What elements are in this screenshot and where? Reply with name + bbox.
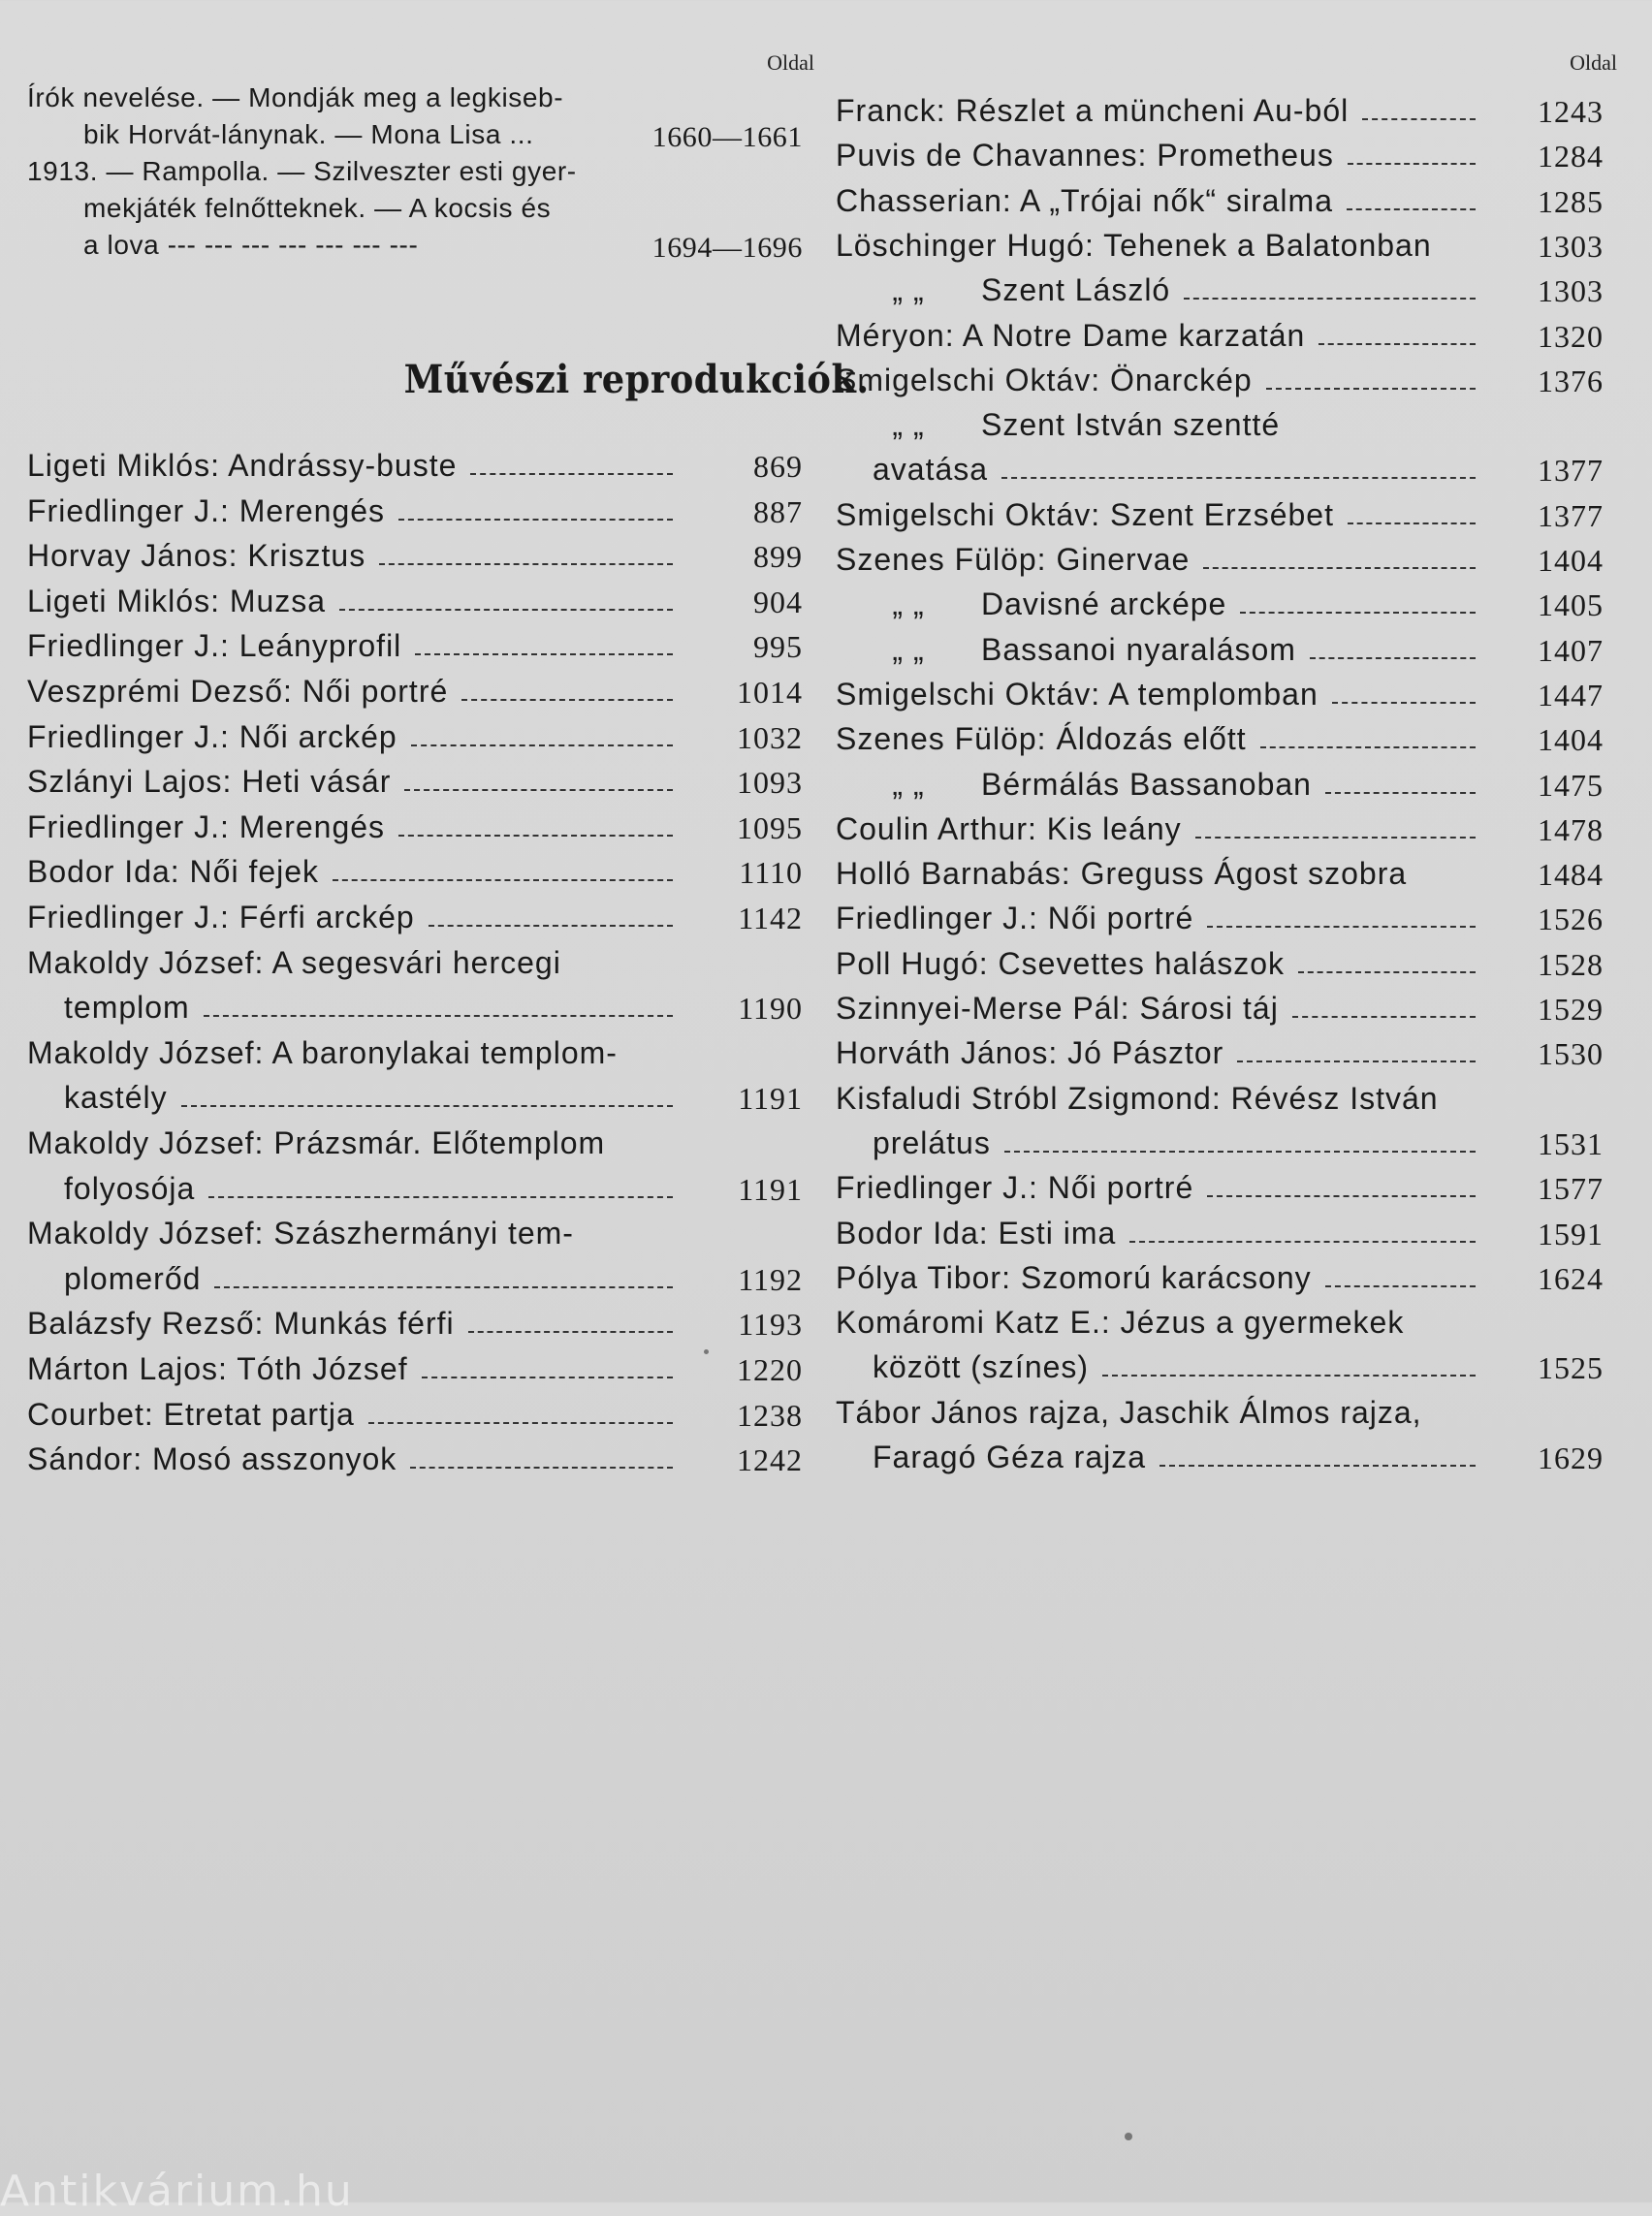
leader-dashes bbox=[1362, 118, 1476, 120]
entry-page-number: 1484 bbox=[1538, 857, 1604, 893]
leader-dashes bbox=[470, 473, 673, 475]
entry-page-number: 1404 bbox=[1538, 722, 1604, 758]
entry-label: Veszprémi Dezső: Női portré bbox=[27, 674, 449, 709]
index-entry bbox=[836, 807, 1604, 853]
entry-page-number: 904 bbox=[753, 584, 803, 619]
entry-page-number: 869 bbox=[753, 449, 803, 484]
prose-page-number: 1694—1696 bbox=[651, 232, 803, 264]
entry-label: Friedlinger J.: Merengés bbox=[27, 808, 386, 844]
index-entry bbox=[27, 1076, 803, 1122]
index-entry bbox=[27, 1212, 803, 1257]
index-entry bbox=[836, 314, 1604, 360]
leader-dashes bbox=[1348, 163, 1476, 165]
entry-page-number: 1220 bbox=[737, 1352, 803, 1387]
entry-page-number: 1191 bbox=[738, 1081, 803, 1117]
index-entry bbox=[836, 763, 1604, 808]
ditto-mark: „ „ bbox=[892, 586, 925, 622]
index-entry bbox=[27, 715, 803, 761]
section-title: Művészi reprodukciók. bbox=[403, 357, 870, 402]
entry-label: Bassanoi nyaralásom bbox=[981, 631, 1296, 667]
index-entry bbox=[27, 1438, 803, 1483]
entry-label: Szinnyei-Merse Pál: Sárosi táj bbox=[836, 991, 1279, 1026]
paper-speck bbox=[704, 1349, 709, 1354]
index-entry bbox=[836, 403, 1604, 449]
index-entry bbox=[836, 897, 1604, 942]
entry-page-number: 1093 bbox=[737, 765, 803, 801]
entry-label: plomerőd bbox=[64, 1260, 202, 1296]
entry-label: Márton Lajos: Tóth József bbox=[27, 1351, 408, 1386]
index-entry bbox=[27, 490, 803, 535]
leader-dashes bbox=[398, 835, 673, 837]
entry-label: prelátus bbox=[873, 1124, 991, 1160]
entry-page-number: 1303 bbox=[1538, 228, 1604, 264]
leader-dashes bbox=[1298, 971, 1476, 973]
ditto-mark: „ „ bbox=[892, 766, 925, 802]
index-entry bbox=[27, 444, 803, 490]
index-entry bbox=[27, 1122, 803, 1167]
entry-label: Tábor János rajza, Jaschik Álmos rajza, bbox=[836, 1394, 1422, 1430]
entry-page-number: 1376 bbox=[1538, 363, 1604, 398]
entry-label: Makoldy József: A segesvári hercegi bbox=[27, 944, 561, 980]
leader-dashes bbox=[461, 699, 673, 701]
entry-label: Friedlinger J.: Női portré bbox=[836, 1170, 1194, 1206]
leader-dashes bbox=[1310, 657, 1476, 659]
index-entry bbox=[836, 1122, 1604, 1167]
leader-dashes bbox=[415, 653, 673, 655]
leader-dashes bbox=[1129, 1241, 1476, 1243]
entry-page-number: 1475 bbox=[1538, 767, 1604, 803]
leader-dashes bbox=[214, 1286, 673, 1288]
entry-label: között (színes) bbox=[873, 1349, 1090, 1385]
prose-text: bik Horvát-lánynak. — Mona Lisa ... bbox=[83, 119, 534, 149]
index-entry bbox=[836, 89, 1604, 135]
entry-label: Chasserian: A „Trójai nők“ siralma bbox=[836, 182, 1333, 218]
entry-label: Komáromi Katz E.: Jézus a gyermekek bbox=[836, 1305, 1405, 1341]
entry-page-number: 1193 bbox=[738, 1307, 803, 1343]
leader-dashes bbox=[1004, 1151, 1476, 1153]
entry-page-number: 1242 bbox=[737, 1442, 803, 1478]
index-entry bbox=[27, 1393, 803, 1439]
entry-label: Balázsfy Rezső: Munkás férfi bbox=[27, 1306, 455, 1342]
leader-dashes bbox=[333, 879, 673, 881]
leader-dashes bbox=[1102, 1375, 1476, 1377]
index-entry bbox=[27, 1167, 803, 1213]
entry-label: Smigelschi Oktáv: Önarckép bbox=[836, 362, 1253, 397]
entry-page-number: 899 bbox=[753, 539, 803, 575]
entry-label: Puvis de Chavannes: Prometheus bbox=[836, 138, 1334, 174]
entry-label: Friedlinger J.: Női arckép bbox=[27, 718, 397, 754]
entry-label: Smigelschi Oktáv: Szent Erzsébet bbox=[836, 496, 1334, 532]
leader-dashes bbox=[368, 1422, 673, 1424]
index-entry bbox=[836, 1212, 1604, 1257]
leader-dashes bbox=[1203, 567, 1476, 569]
entry-page-number: 1190 bbox=[738, 991, 803, 1027]
leader-dashes bbox=[181, 1105, 673, 1107]
entry-label: Löschinger Hugó: Tehenek a Balatonban bbox=[836, 227, 1432, 263]
leader-dashes bbox=[1207, 1195, 1476, 1197]
leader-dashes bbox=[410, 1467, 673, 1469]
index-entry bbox=[836, 852, 1604, 898]
entry-page-number: 1591 bbox=[1538, 1216, 1604, 1251]
entry-label: kastély bbox=[64, 1080, 168, 1116]
entry-page-number: 887 bbox=[753, 493, 803, 529]
leader-dashes bbox=[1325, 792, 1476, 794]
index-entry bbox=[27, 1031, 803, 1077]
entry-label: Davisné arcképe bbox=[981, 586, 1227, 622]
leader-dashes bbox=[429, 925, 673, 927]
prose-page-number: 1660—1661 bbox=[651, 121, 803, 153]
leader-dashes bbox=[379, 563, 673, 565]
ditto-mark: „ „ bbox=[892, 631, 925, 667]
index-entry bbox=[836, 628, 1604, 674]
entry-label: Courbet: Etretat partja bbox=[27, 1396, 355, 1432]
entry-label: Poll Hugó: Csevettes halászok bbox=[836, 945, 1285, 981]
leader-dashes bbox=[1260, 746, 1476, 748]
entry-page-number: 1377 bbox=[1538, 497, 1604, 533]
prose-line bbox=[27, 193, 803, 232]
entry-page-number: 1407 bbox=[1538, 632, 1604, 668]
index-entry bbox=[27, 806, 803, 851]
entry-label: Friedlinger J.: Merengés bbox=[27, 492, 386, 528]
entry-page-number: 1032 bbox=[737, 719, 803, 755]
entry-label: Bodor Ida: Női fejek bbox=[27, 854, 320, 890]
entry-page-number: 1014 bbox=[737, 675, 803, 710]
leader-dashes bbox=[1325, 1285, 1476, 1287]
leader-dashes bbox=[422, 1377, 673, 1378]
index-entry bbox=[836, 673, 1604, 718]
entry-page-number: 1404 bbox=[1538, 543, 1604, 578]
leader-dashes bbox=[1347, 208, 1476, 210]
leader-dashes bbox=[1318, 343, 1476, 345]
index-entry bbox=[836, 1345, 1604, 1391]
entry-label: Méryon: A Notre Dame karzatán bbox=[836, 317, 1306, 353]
index-entry bbox=[836, 1301, 1604, 1346]
entry-page-number: 995 bbox=[753, 629, 803, 665]
index-entry bbox=[27, 624, 803, 670]
entry-page-number: 1629 bbox=[1538, 1440, 1604, 1475]
prose-line bbox=[27, 156, 803, 195]
entry-label: Horváth János: Jó Pásztor bbox=[836, 1035, 1224, 1071]
prose-text: mekjáték felnőtteknek. — A kocsis és bbox=[83, 193, 552, 223]
index-entry bbox=[836, 942, 1604, 988]
index-entry bbox=[836, 583, 1604, 628]
entry-label: Ligeti Miklós: Andrássy-buste bbox=[27, 448, 458, 483]
leader-dashes bbox=[1348, 522, 1476, 524]
leader-dashes bbox=[1195, 837, 1476, 839]
paper-speck bbox=[1125, 2133, 1132, 2140]
page-column-header: Oldal bbox=[1570, 50, 1617, 75]
prose-text: Írók nevelése. — Mondják meg a legkiseb- bbox=[27, 82, 564, 112]
index-entry bbox=[27, 580, 803, 625]
entry-label: folyosója bbox=[64, 1170, 196, 1206]
index-entry bbox=[27, 1302, 803, 1347]
index-entry bbox=[27, 1347, 803, 1393]
entry-label: Bodor Ida: Esti ima bbox=[836, 1215, 1117, 1250]
leader-dashes bbox=[398, 519, 673, 521]
index-entry bbox=[836, 359, 1604, 404]
leader-dashes bbox=[1207, 926, 1476, 928]
entry-label: Friedlinger J.: Leányprofil bbox=[27, 628, 402, 664]
leader-dashes bbox=[1240, 612, 1476, 614]
entry-label: Sándor: Mosó asszonyok bbox=[27, 1441, 397, 1477]
entry-page-number: 1303 bbox=[1538, 273, 1604, 309]
prose-line bbox=[27, 230, 803, 269]
entry-label: Makoldy József: Szászhermányi tem- bbox=[27, 1216, 574, 1251]
leader-dashes bbox=[1292, 1016, 1476, 1018]
entry-label: Pólya Tibor: Szomorú karácsony bbox=[836, 1259, 1312, 1295]
prose-line bbox=[27, 82, 803, 121]
index-entry bbox=[836, 1256, 1604, 1302]
leader-dashes bbox=[1001, 477, 1476, 479]
entry-label: Szent István szentté bbox=[981, 407, 1281, 443]
entry-label: Holló Barnabás: Greguss Ágost szobra bbox=[836, 856, 1408, 892]
leader-dashes bbox=[1266, 388, 1476, 390]
entry-label: Horvay János: Krisztus bbox=[27, 538, 366, 574]
index-entry bbox=[836, 538, 1604, 584]
prose-line bbox=[27, 119, 803, 158]
entry-label: Friedlinger J.: Férfi arckép bbox=[27, 900, 415, 934]
entry-label: Makoldy József: Prázsmár. Előtemplom bbox=[27, 1125, 606, 1160]
index-entry bbox=[27, 760, 803, 806]
index-entry bbox=[836, 224, 1604, 269]
entry-page-number: 1191 bbox=[738, 1171, 803, 1207]
ditto-mark: „ „ bbox=[892, 407, 925, 443]
index-entry bbox=[27, 1257, 803, 1303]
entry-page-number: 1530 bbox=[1538, 1036, 1604, 1072]
entry-label: Makoldy József: A baronylakai templom- bbox=[27, 1034, 618, 1070]
entry-label: Coulin Arthur: Kis leány bbox=[836, 810, 1182, 846]
index-entry bbox=[836, 493, 1604, 539]
index-entry bbox=[836, 1166, 1604, 1212]
prose-text: 1913. — Rampolla. — Szilveszter esti gyer- bbox=[27, 156, 577, 186]
leader-dashes bbox=[208, 1196, 673, 1198]
index-entry bbox=[836, 1436, 1604, 1481]
index-entry bbox=[836, 1031, 1604, 1077]
index-entry bbox=[836, 448, 1604, 493]
entry-page-number: 1238 bbox=[737, 1397, 803, 1433]
leader-dashes bbox=[1332, 702, 1476, 704]
entry-page-number: 1478 bbox=[1538, 811, 1604, 847]
entry-label: Smigelschi Oktáv: A templomban bbox=[836, 676, 1318, 712]
entry-label: Kisfaludi Stróbl Zsigmond: Révész István bbox=[836, 1080, 1439, 1116]
ditto-mark: „ „ bbox=[892, 272, 925, 308]
index-entry bbox=[27, 896, 803, 941]
entry-page-number: 1529 bbox=[1538, 992, 1604, 1027]
entry-page-number: 1528 bbox=[1538, 946, 1604, 982]
entry-page-number: 1284 bbox=[1538, 139, 1604, 174]
index-entry bbox=[27, 534, 803, 580]
entry-page-number: 1285 bbox=[1538, 183, 1604, 219]
index-entry bbox=[836, 134, 1604, 179]
leader-dashes bbox=[1237, 1061, 1476, 1062]
entry-label: Ligeti Miklós: Muzsa bbox=[27, 583, 327, 618]
index-entry bbox=[27, 850, 803, 896]
watermark: Antikvárium.hu bbox=[0, 2167, 354, 2216]
index-entry bbox=[836, 1077, 1604, 1123]
entry-page-number: 1142 bbox=[738, 901, 803, 935]
entry-label: Faragó Géza rajza bbox=[873, 1440, 1147, 1474]
entry-label: Franck: Részlet a müncheni Au-ból bbox=[836, 93, 1350, 128]
entry-page-number: 1192 bbox=[738, 1261, 803, 1297]
entry-label: Friedlinger J.: Női portré bbox=[836, 901, 1194, 936]
leader-dashes bbox=[404, 789, 673, 791]
entry-page-number: 1624 bbox=[1538, 1260, 1604, 1296]
index-entry bbox=[836, 987, 1604, 1032]
entry-page-number: 1243 bbox=[1538, 94, 1604, 129]
index-entry bbox=[27, 670, 803, 715]
entry-page-number: 1405 bbox=[1538, 587, 1604, 623]
entry-label: Bérmálás Bassanoban bbox=[981, 766, 1312, 802]
index-entry bbox=[27, 941, 803, 987]
entry-label: Szent László bbox=[981, 272, 1171, 308]
entry-page-number: 1447 bbox=[1538, 677, 1604, 712]
entry-label: Szlányi Lajos: Heti vásár bbox=[27, 764, 392, 800]
index-entry bbox=[27, 986, 803, 1031]
leader-dashes bbox=[411, 744, 673, 746]
entry-page-number: 1320 bbox=[1538, 318, 1604, 354]
leader-dashes bbox=[1160, 1465, 1476, 1467]
entry-label: avatása bbox=[873, 452, 989, 488]
index-entry bbox=[836, 179, 1604, 225]
entry-page-number: 1095 bbox=[737, 809, 803, 845]
leader-dashes bbox=[339, 609, 673, 611]
entry-page-number: 1377 bbox=[1538, 453, 1604, 489]
entry-page-number: 1577 bbox=[1538, 1171, 1604, 1207]
index-entry bbox=[836, 269, 1604, 314]
leader-dashes bbox=[204, 1015, 673, 1017]
page-column-header: Oldal bbox=[767, 50, 814, 75]
entry-page-number: 1526 bbox=[1538, 902, 1604, 937]
prose-text: a lova --- --- --- --- --- --- --- bbox=[83, 230, 419, 260]
index-entry bbox=[836, 1391, 1604, 1437]
entry-label: Szenes Fülöp: Áldozás előtt bbox=[836, 721, 1247, 757]
leader-dashes bbox=[1184, 298, 1476, 300]
leader-dashes bbox=[468, 1331, 673, 1333]
entry-page-number: 1531 bbox=[1538, 1125, 1604, 1161]
entry-page-number: 1525 bbox=[1538, 1350, 1604, 1386]
entry-page-number: 1110 bbox=[739, 855, 803, 891]
entry-label: templom bbox=[64, 990, 190, 1026]
index-entry bbox=[836, 717, 1604, 763]
entry-label: Szenes Fülöp: Ginervae bbox=[836, 542, 1191, 577]
